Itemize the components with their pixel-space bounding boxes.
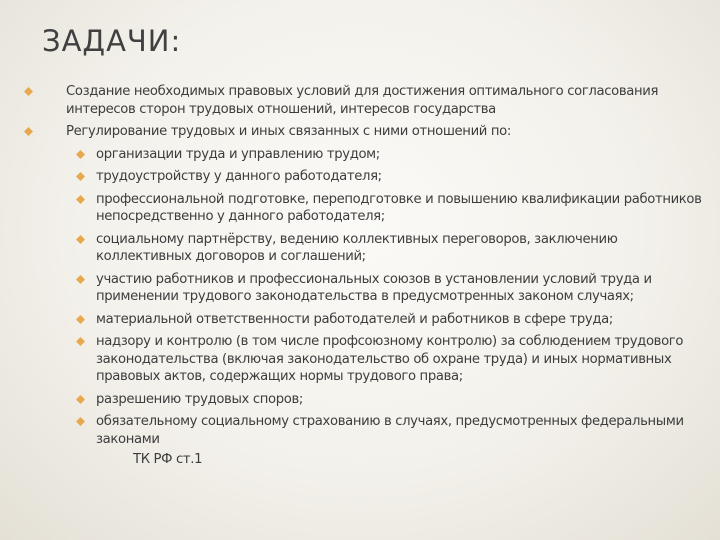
diamond-bullet-icon bbox=[76, 395, 85, 404]
slide-content bbox=[22, 83, 702, 469]
sub-list-item bbox=[22, 271, 702, 306]
sub-list-item bbox=[22, 168, 702, 186]
diamond-bullet-icon bbox=[76, 315, 85, 324]
source-citation: ТК РФ ст.1 bbox=[133, 452, 203, 467]
sub-list-item-text: надзору и контролю (в том числе профсоюзному контролю) за соблюдением трудового законодательства (включая законодательство об охране труда) и иных нормативных правовых актов, содержащих нормы трудового права; bbox=[96, 334, 684, 384]
sub-list-item bbox=[22, 333, 702, 386]
slide-title: ЗАДАЧИ: bbox=[42, 24, 182, 58]
diamond-bullet-icon bbox=[76, 337, 85, 346]
diamond-bullet-icon bbox=[76, 417, 85, 426]
sub-list-item bbox=[22, 391, 702, 409]
sub-list-item bbox=[22, 146, 702, 164]
diamond-bullet-icon bbox=[76, 195, 85, 204]
sub-list-item bbox=[22, 413, 702, 448]
sub-list-item-text: трудоустройству у данного работодателя; bbox=[96, 169, 382, 184]
list-item-text: Регулирование трудовых и иных связанных с ними отношений по: bbox=[66, 124, 511, 139]
sub-list-item-text: профессиональной подготовке, переподготовке и повышению квалификации работников непосредственно у данного работодателя; bbox=[96, 191, 702, 224]
list-item bbox=[22, 83, 702, 118]
sub-list-item-text: разрешению трудовых споров; bbox=[96, 391, 303, 407]
sub-list-item bbox=[22, 311, 702, 329]
diamond-bullet-icon bbox=[76, 150, 85, 159]
sub-list-item-text: организации труда и управлению трудом; bbox=[96, 146, 380, 162]
diamond-bullet-icon bbox=[24, 87, 33, 96]
diamond-bullet-icon bbox=[76, 172, 85, 181]
sub-list-item-text: материальной ответственности работодателей и работников в сфере труда; bbox=[96, 311, 613, 327]
list-item-text: Создание необходимых правовых условий для достижения оптимального согласования интересов сторон трудовых отношений, интересов государства bbox=[66, 84, 659, 117]
diamond-bullet-icon bbox=[76, 275, 85, 284]
sub-list-item bbox=[22, 231, 702, 266]
diamond-bullet-icon bbox=[24, 127, 33, 136]
sub-list-item-text: социальному партнёрству, ведению коллективных переговоров, заключению коллективных договоров и соглашений; bbox=[96, 231, 618, 264]
sub-list-item-text: обязательному социальному страхованию в случаях, предусмотренных федеральными законами bbox=[96, 414, 684, 447]
sub-list bbox=[22, 146, 702, 449]
sub-list-item bbox=[22, 191, 702, 226]
list-item bbox=[22, 123, 702, 141]
diamond-bullet-icon bbox=[76, 235, 85, 244]
sub-list-item-text: участию работников и профессиональных союзов в установлении условий труда и применении трудового законодательства в предусмотренных законом случаях; bbox=[96, 271, 652, 304]
